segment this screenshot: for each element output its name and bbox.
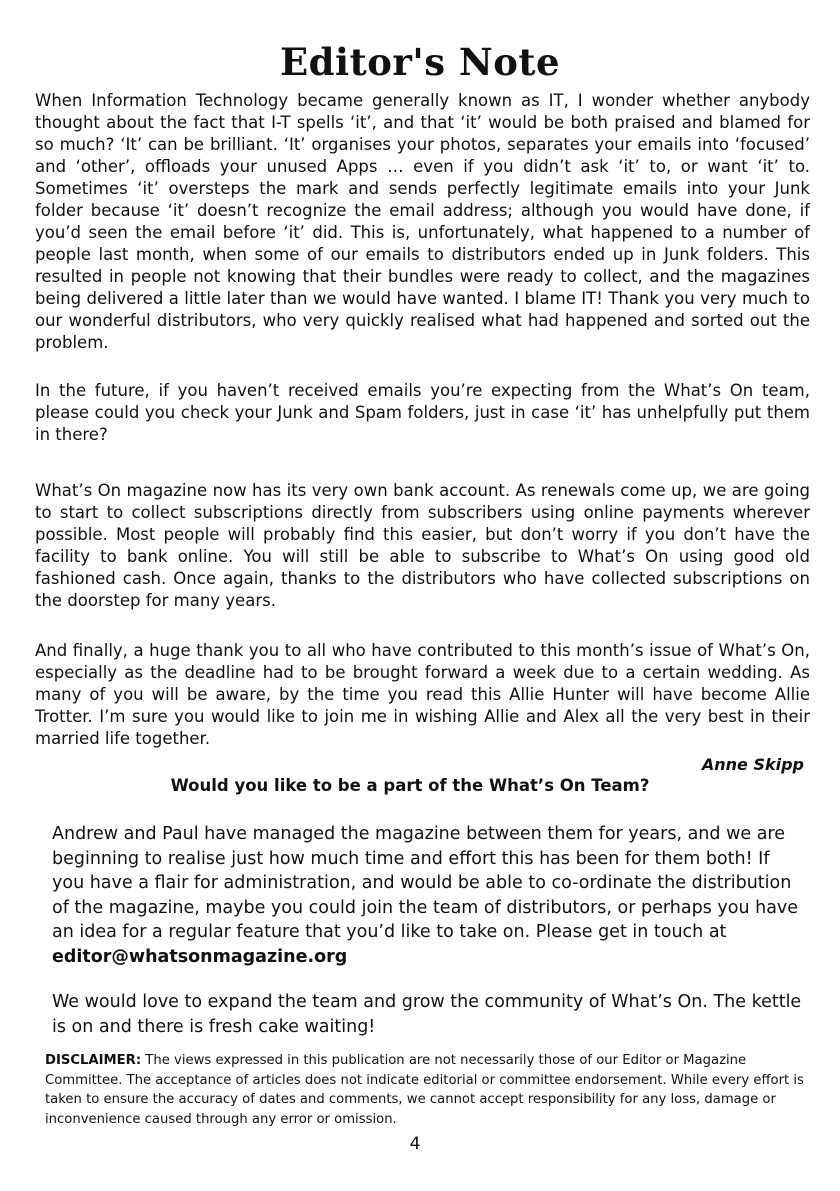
disclaimer-label: DISCLAIMER:	[45, 1053, 142, 1068]
team-heading: Would you like to be a part of the What’s On Team?	[170, 776, 650, 795]
editorial-paragraph-2: In the future, if you haven’t received emails you’re expecting from the What’s On team, please could you check your Junk and Spam folders, just in case ‘it’ has unhelpfully put them in there?	[35, 381, 810, 444]
disclaimer-text: The views expressed in this publication are not necessarily those of our Editor or Magazine Committee. The acceptance of articles does not indicate editorial or committee endorsement. While every effort is taken to ensure the accuracy of dates and comments, we cannot accept responsibility for any loss, damage or inconvenience caused through any error or omission.	[45, 1053, 804, 1127]
disclaimer	[45, 1051, 805, 1129]
editorial-paragraph-1: When Information Technology became generally known as IT, I wonder whether anybody thought about the fact that I-T spells ‘it’, and that ‘it’ would be both praised and blamed for so much? ‘It’ can be brilliant. ‘It’ organises your photos, separates your emails into ‘focused’ and ‘other’, offloads your unused Apps … even if you didn’t ask ‘it’ to, or want ‘it’ to. Sometimes ‘it’ oversteps the mark and sends perfectly legitimate emails into your Junk folder because ‘it’ doesn’t recognize the email address; although you would have done, if you’d seen the email before ‘it’ did. This is, unfortunately, what happened to a number of people last month, when some of our emails to distributors ended up in Junk folders. This resulted in people not knowing that their bundles were ready to collect, and the magazines being delivered a little later than we would have wanted. I blame IT! Thank you very much to our wonderful distributors, who very quickly realised what had happened and sorted out the problem.	[35, 91, 810, 352]
page-number: 4	[409, 1134, 421, 1154]
team-paragraph-1-text: Andrew and Paul have managed the magazine between them for years, and we are beginning to realise just how much time and effort this has been for them both! If you have a flair for administration, and would be able to co-ordinate the distribution of the magazine, maybe you could join the team of distributors, or perhaps you have an idea for a regular feature that you’d like to take on. Please get in touch at	[52, 824, 799, 942]
editor-email-link[interactable]: editor@whatsonmagazine.org	[52, 946, 348, 967]
editorial-paragraph-3: What’s On magazine now has its very own bank account. As renewals come up, we are going to start to collect subscriptions directly from subscribers using online payments wherever possible. Most people will probably find this easier, but don’t worry if you don’t have the facility to bank online. You will still be able to subscribe to What’s On using good old fashioned cash. Once again, thanks to the distributors who have collected subscriptions on the doorstep for many years.	[35, 481, 810, 610]
editor-signature: Anne Skipp	[701, 755, 804, 774]
team-paragraph-1	[52, 822, 804, 969]
editorial-paragraph-4: And finally, a huge thank you to all who have contributed to this month’s issue of What’s On, especially as the deadline had to be brought forward a week due to a certain wedding. As many of you will be aware, by the time you read this Allie Hunter will have become Allie Trotter. I’m sure you would like to join me in wishing Allie and Alex all the very best in their married life together.	[35, 641, 810, 748]
page-title: Editor's Note	[279, 40, 561, 84]
team-paragraph-2: We would love to expand the team and grow the community of What’s On. The kettle is on and there is fresh cake waiting!	[52, 992, 802, 1037]
